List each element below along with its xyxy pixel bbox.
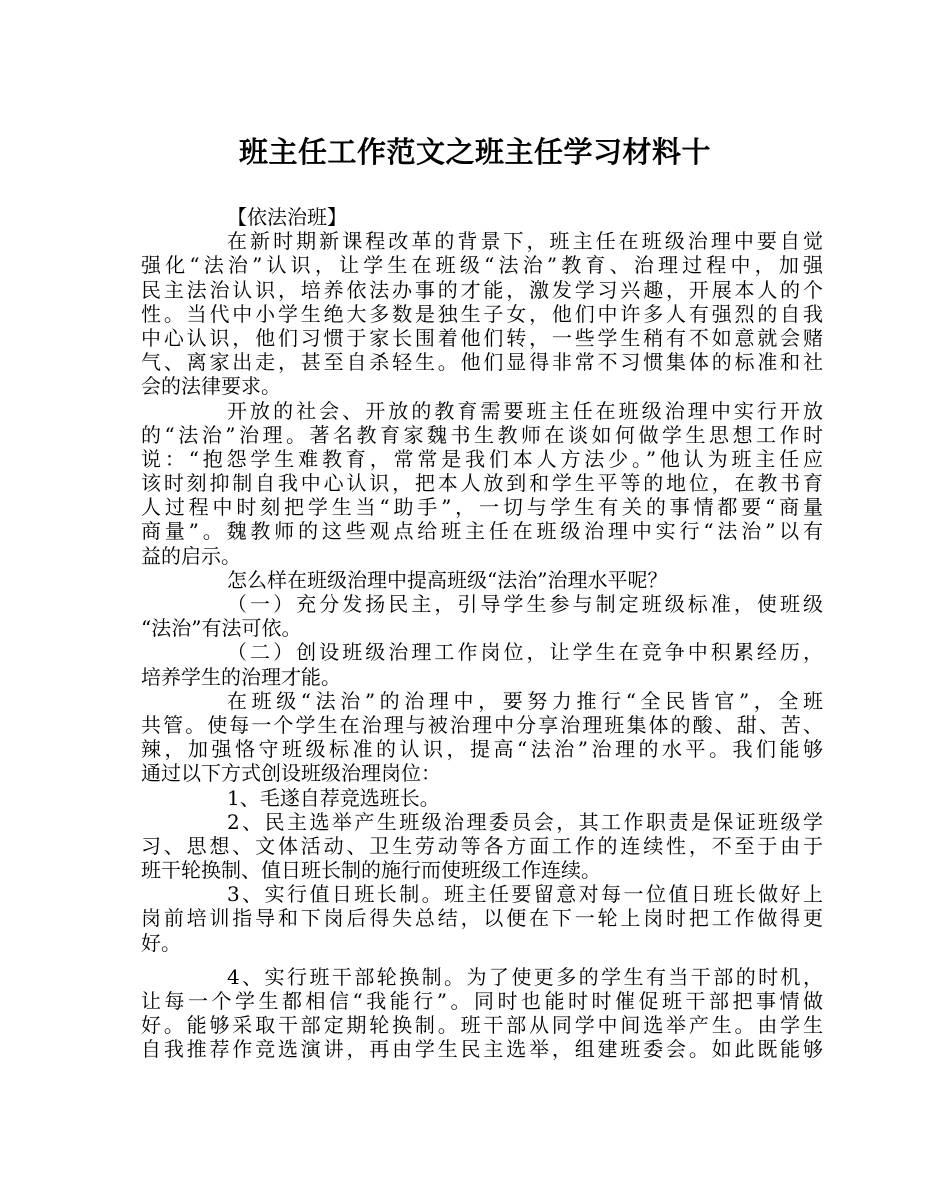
text-line: 强化“法治”认识，让学生在班级“法治”教育、治理过程中，加强 [141,253,823,278]
text-line: 习、思想、文体活动、卫生劳动等各方面工作的连续性，不至于由于 [141,833,823,858]
text-line: 好。能够采取干部定期轮换制。班干部从同学中间选举产生。由学生 [141,1013,823,1038]
text-line: 开放的社会、开放的教育需要班主任在班级治理中实行开放 [227,398,823,423]
text-line: 通过以下方式创设班级治理岗位： [141,761,441,786]
text-line: 4、实行班干部轮换制。为了使更多的学生有当干部的时机， [227,964,823,989]
document-title: 班主任工作范文之班主任学习材料十 [238,135,711,169]
text-line: 自我推荐作竞选演讲，再由学生民主选举，组建班委会。如此既能够 [141,1037,823,1062]
text-line: 培养学生的治理才能。 [141,664,341,689]
text-line: 好。 [141,930,181,955]
text-line: 2、民主选举产生班级治理委员会，其工作职责是保证班级学 [227,809,823,834]
text-line: 【依法治班】 [227,205,347,229]
text-line: 中心认识，他们习惯于家长围着他们转，一些学生稍有不如意就会赌 [141,325,823,350]
paragraph-gap [141,955,823,965]
text-line: 让每一个学生都相信“我能行”。同时也能时时催促班干部把事情做 [141,989,823,1013]
text-line: 岗前培训指导和下岗后得失总结，以便在下一轮上岗时把工作做得更 [141,906,823,931]
text-line: 会的法律要求。 [141,374,281,399]
text-line: 气、离家出走，甚至自杀轻生。他们显得非常不习惯集体的标准和社 [141,350,823,375]
text-line: 在新时期新课程改革的背景下，班主任在班级治理中要自觉 [227,229,823,254]
text-line: “法治”有法可依。 [141,616,302,641]
text-line: 民主法治认识，培养依法办事的才能，激发学习兴趣，开展本人的个 [141,277,823,302]
text-line: （二）创设班级治理工作岗位，让学生在竞争中积累经历， [227,640,823,665]
text-line: 3、实行值日班长制。班主任要留意对每一位值日班长做好上 [227,882,823,907]
text-line: 说：“抱怨学生难教育，常常是我们本人方法少。”他认为班主任应 [141,446,823,471]
text-line: 该时刻抑制自我中心认识，把本人放到和学生平等的地位，在教书育 [141,471,823,496]
text-line: 的“法治”治理。著名教育家魏书生教师在谈如何做学生思想工作时 [141,422,823,447]
text-line: 在班级“法治”的治理中，要努力推行“全民皆官”，全班 [227,688,823,713]
text-line: 班干轮换制、值日班长制的施行而使班级工作连续。 [141,858,601,883]
text-line: 怎么样在班级治理中提高班级“法治”治理水平呢？ [227,567,668,592]
text-line: 益的启示。 [141,543,241,568]
document-body [141,205,823,1062]
text-line: 商量”。魏教师的这些观点给班主任在班级治理中实行“法治”以有 [141,519,823,544]
text-line: 性。当代中小学生绝大多数是独生子女，他们中许多人有强烈的自我 [141,301,823,326]
text-line: 1、毛遂自荐竞选班长。 [227,785,440,810]
text-line: 人过程中时刻把学生当“助手”，一切与学生有关的事情都要“商量 [141,495,823,520]
text-line: （一）充分发扬民主，引导学生参与制定班级标准，使班级 [227,592,823,616]
text-line: 辣，加强恪守班级标准的认识，提高“法治”治理的水平。我们能够 [141,737,823,762]
text-line: 共管。使每一个学生在治理与被治理中分享治理班集体的酸、甜、苦、 [141,712,823,737]
